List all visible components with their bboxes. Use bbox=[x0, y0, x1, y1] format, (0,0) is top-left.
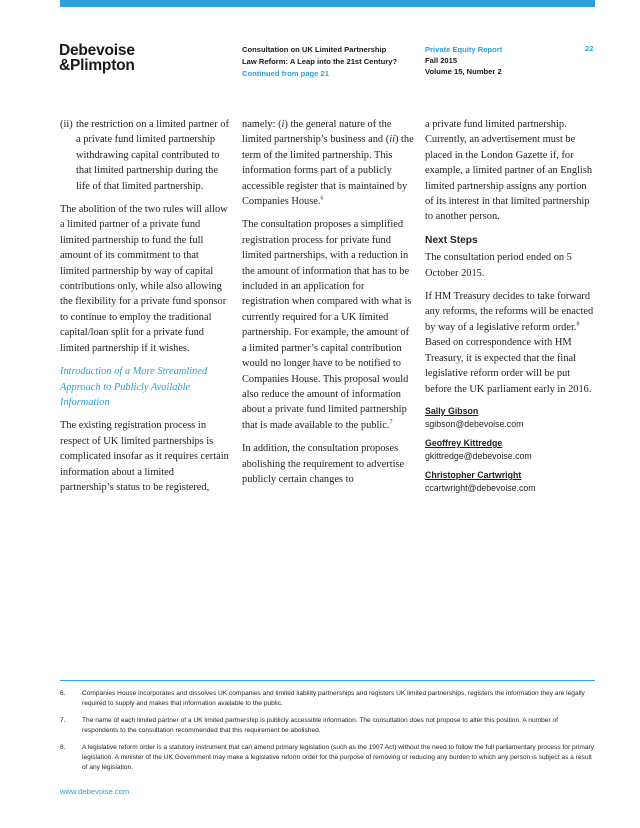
list-item-text: the restriction on a limited partner of a private fund limited partnership withdrawing capital contributed to that limited partnership during the life of that limited partnership. bbox=[76, 119, 229, 192]
paragraph-private-fund: a private fund limited partnership. Currently, an advertisement must be placed in the London Gazette if, for example, a limited partner of an English limited partnership assigns any portion of its interest in that limited partnership to another person. bbox=[425, 119, 593, 223]
continued-from-link[interactable]: Continued from page 21 bbox=[242, 69, 329, 78]
website-link[interactable]: www.debevoise.com bbox=[60, 787, 130, 796]
italic-numeral: ii bbox=[389, 134, 395, 146]
text-run: If HM Treasury decides to take forward any reforms, the reforms will be enacted by way of a legislative reform order. bbox=[425, 291, 594, 333]
footnote-text: A legislative reform order is a statutory instrument that can amend primary legislation (such as the 1907 Act) without the need to follow the full parliamentary process for primary legislation. A minister of the UK Government may make a legislative reform order for the purpose of removing or reducing any burden to which any person is subject as a result of any legislation. bbox=[82, 744, 594, 771]
publication-season: Fall 2015 bbox=[425, 56, 458, 65]
paragraph-namely bbox=[242, 117, 414, 209]
debevoise-logo bbox=[59, 43, 135, 73]
footnote-6 bbox=[60, 689, 595, 709]
list-item-ii bbox=[60, 117, 230, 194]
column-2 bbox=[242, 117, 414, 495]
contact-email: sgibson@debevoise.com bbox=[425, 418, 524, 429]
top-accent-bar bbox=[60, 0, 595, 7]
italic-numeral: i bbox=[281, 119, 285, 130]
article-title bbox=[242, 44, 422, 80]
footnote-8 bbox=[60, 743, 595, 773]
paragraph-registration: The existing registration process in respect of UK limited partnerships is complicated insofar as it requires certain information about a limited partnership’s status to be registered, bbox=[60, 420, 229, 493]
footnote-ref-6[interactable]: 6 bbox=[320, 195, 324, 202]
logo-line2: &Plimpton bbox=[59, 57, 135, 74]
article-title-line2: Law Reform: A Leap into the 21st Century? bbox=[242, 57, 398, 66]
text-run: ) the term of the limited partnership. This information forms part of a publicly accessible register that is maintained by Companies House. bbox=[242, 134, 414, 208]
contact-name-link[interactable]: Geoffrey Kittredge bbox=[425, 437, 503, 448]
contact-name-link[interactable]: Christopher Cartwright bbox=[425, 469, 522, 480]
footnote-number: 7. bbox=[60, 717, 66, 724]
footnote-number: 6. bbox=[60, 690, 66, 697]
paragraph-hm-treasury bbox=[425, 289, 597, 397]
footnotes bbox=[60, 689, 595, 780]
footnote-divider bbox=[60, 680, 595, 681]
footnote-number: 8. bbox=[60, 744, 66, 751]
column-1 bbox=[60, 117, 230, 503]
text-run: Based on correspondence with HM Treasury, it is expected that the final legislative reform order will be put before the UK parliament early in 2016. bbox=[425, 337, 592, 395]
footnote-text: The name of each limited partner of a UK limited partnership is publicly accessible information. The consultation does not propose to alter this position. A number of respondents to the consultation recommended that this requirement be abolished. bbox=[82, 717, 558, 734]
contact-email: gkittredge@debevoise.com bbox=[425, 450, 532, 461]
footnote-7 bbox=[60, 716, 595, 736]
column-3 bbox=[425, 117, 597, 501]
contact-name-link[interactable]: Sally Gibson bbox=[425, 405, 479, 416]
footnote-text: Companies House incorporates and dissolves UK companies and limited liability partnerships and registers UK limited partnerships, registers the information they are legally required to supply and makes that information available to the public. bbox=[82, 690, 585, 707]
contact-email: ccartwright@debevoise.com bbox=[425, 482, 536, 493]
list-item-marker: (ii) bbox=[60, 119, 73, 130]
publication-info bbox=[425, 44, 545, 77]
article-title-line1: Consultation on UK Limited Partnership bbox=[242, 45, 387, 54]
paragraph-simplified bbox=[242, 217, 414, 433]
text-run: ) the general nature of the limited partnership’s business and ( bbox=[242, 119, 392, 146]
contact-entry bbox=[425, 405, 597, 431]
text-run: The consultation proposes a simplified registration process for private fund limited partnerships, with a reduction in the amount of information that has to be included in an application for registration when compared with what is currently required for a UK limited partnership. For example, the amount of a limited partner’s capital contribution would no longer have to be notified to Companies House. This proposal would also reduce the amount of information about a private fund limited partnership that is made available to the public. bbox=[242, 219, 412, 431]
publication-volume: Volume 15, Number 2 bbox=[425, 67, 502, 76]
page-number: 22 bbox=[585, 44, 594, 53]
subheading-streamlined: Introduction of a More Streamlined Approach to Publicly Available Information bbox=[60, 366, 208, 408]
footnote-ref-8[interactable]: 8 bbox=[576, 321, 580, 328]
publication-name: Private Equity Report bbox=[425, 45, 503, 54]
heading-next-steps: Next Steps bbox=[425, 234, 478, 246]
paragraph-consultation-period: The consultation period ended on 5 October 2015. bbox=[425, 252, 572, 279]
paragraph-in-addition: In addition, the consultation proposes abolishing the requirement to advertise publicly certain changes to bbox=[242, 443, 405, 485]
text-run: namely: ( bbox=[242, 119, 282, 130]
footnote-ref-7[interactable]: 7 bbox=[389, 419, 393, 426]
paragraph-abolition: The abolition of the two rules will allow a limited partner of a private fund limited partnership to fund the full amount of its commitment to that limited partnership by way of capital contributions only, while also allowing the flexibility for a private fund sponsor to continue to employ the traditional capital/loan split for a private fund limited partnership if it wishes. bbox=[60, 204, 228, 354]
contact-entry bbox=[425, 437, 597, 463]
contact-entry bbox=[425, 469, 597, 495]
logo-line1: Debevoise bbox=[59, 42, 135, 59]
